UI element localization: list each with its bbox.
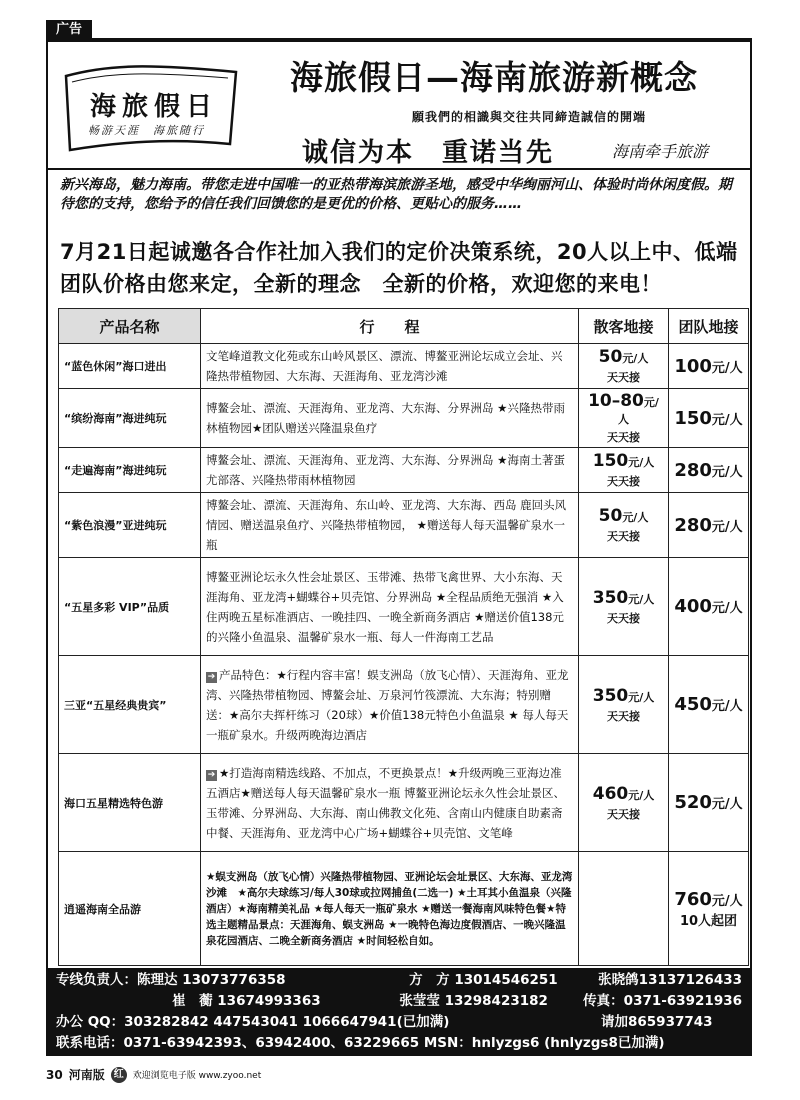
route-description bbox=[201, 493, 579, 558]
edition-label: 河南版 bbox=[68, 1068, 105, 1082]
arrow-right-icon: ➔ bbox=[207, 671, 216, 682]
group-price: 760 bbox=[674, 888, 712, 910]
retail-note: 天天接 bbox=[607, 709, 640, 723]
retail-price-cell bbox=[579, 389, 669, 448]
table-row bbox=[59, 344, 749, 389]
route-description bbox=[201, 558, 579, 656]
group-price: 450 bbox=[674, 694, 712, 715]
group-extra: 10人起团 bbox=[679, 913, 738, 929]
retail-price-cell bbox=[579, 656, 669, 754]
group-unit: 元/人 bbox=[711, 699, 743, 714]
page-footer bbox=[46, 1066, 261, 1083]
table-row bbox=[59, 852, 749, 966]
product-name: “紫色浪漫”亚进纯玩 bbox=[59, 493, 201, 558]
retail-price: 10–80 bbox=[588, 391, 644, 411]
group-unit: 元/人 bbox=[711, 412, 743, 428]
group-price-cell bbox=[669, 754, 749, 852]
retail-unit: 元/人 bbox=[628, 456, 655, 469]
route-text: 博鳌会址、漂流、天涯海角、亚龙湾、大东海、分界洲岛 ★海南土著蛋尤部落、兴隆热带雨林植物园 bbox=[206, 453, 565, 487]
group-price: 520 bbox=[674, 792, 712, 813]
retail-price: 350 bbox=[592, 587, 629, 608]
contact-item: 张莹莹 13298423182 bbox=[399, 993, 548, 1009]
group-price-cell bbox=[669, 493, 749, 558]
retail-unit: 元/人 bbox=[628, 690, 655, 704]
contact-line-1 bbox=[56, 970, 742, 991]
retail-price-cell bbox=[579, 344, 669, 389]
group-price: 280 bbox=[674, 514, 712, 536]
contact-band bbox=[46, 968, 752, 1056]
group-price-cell bbox=[669, 852, 749, 966]
contact-item: 联系电话：0371-63942393、63942400、63229665 MSN：hnlyzgs6 (hnlyzgs8已加满) bbox=[56, 1035, 665, 1051]
contact-item: 传真：0371-63921936 bbox=[583, 993, 742, 1009]
retail-price: 460 bbox=[592, 783, 629, 804]
flag-title: 海旅假日 bbox=[90, 92, 219, 122]
contact-line-2 bbox=[56, 991, 742, 1012]
contact-item: 崔 蘅 13674993363 bbox=[172, 993, 321, 1009]
table-row bbox=[59, 389, 749, 448]
product-name: 海口五星精选特色游 bbox=[59, 754, 201, 852]
group-price-cell bbox=[669, 656, 749, 754]
route-description bbox=[201, 344, 579, 389]
retail-note: 天天接 bbox=[607, 431, 640, 444]
retail-unit: 元/人 bbox=[618, 396, 659, 426]
route-text: 博鳌亚洲论坛永久性会址景区、玉带滩、热带飞禽世界、大小东海、天涯海角、亚龙湾+蝴蝶谷+贝壳馆、分界洲岛 ★全程品质绝无强消 ★入住两晚五星标准酒店、一晚挂四、一晚全新商务酒店 ★赠送价值138元的兴隆小鱼温泉、温馨矿泉水一瓶、每人一件海南工艺品 bbox=[206, 569, 564, 644]
contact-line-4 bbox=[56, 1033, 742, 1054]
header-group: 团队地接 bbox=[669, 309, 749, 344]
group-unit: 元/人 bbox=[711, 519, 743, 535]
route-description bbox=[201, 656, 579, 754]
route-text: ★蜈支洲岛（放飞心情）兴隆热带植物园、亚洲论坛会址景区、大东海、亚龙湾沙滩 ★高尔夫球练习/每人30球或拉网捕鱼(二选一) ★土耳其小鱼温泉（兴隆酒店）★海南精美礼品 ★每人每天一瓶矿泉水 ★赠送一餐海南风味特色餐★特选主题精品景点：天涯海角、蜈支洲岛 ★一晚特色海边度假酒店、一晚兴隆温泉花园酒店、二晚全新商务酒店 ★时间轻松自如。 bbox=[206, 870, 573, 947]
motto: 诚信为本 重诺当先 bbox=[302, 138, 555, 168]
arrow-right-icon: ➔ bbox=[207, 769, 216, 780]
header-product-name: 产品名称 bbox=[59, 309, 201, 344]
retail-unit: 元/人 bbox=[628, 592, 655, 606]
route-text: 博鳌会址、漂流、天涯海角、东山岭、亚龙湾、大东海、西岛 鹿回头风情园、赠送温泉鱼疗、兴隆热带植物园， ★赠送每人每天温馨矿泉水一瓶 bbox=[206, 498, 567, 552]
route-text: 博鳌会址、漂流、天涯海角、亚龙湾、大东海、分界洲岛 ★兴隆热带雨林植物园★团队赠送兴隆温泉鱼疗 bbox=[206, 401, 565, 435]
retail-price-cell bbox=[579, 493, 669, 558]
group-price: 150 bbox=[674, 407, 712, 429]
group-unit: 元/人 bbox=[711, 360, 743, 376]
product-name: “缤纷海南”海进纯玩 bbox=[59, 389, 201, 448]
group-price: 100 bbox=[674, 355, 712, 377]
table-row bbox=[59, 448, 749, 493]
retail-price: 50 bbox=[598, 506, 623, 526]
retail-note: 天天接 bbox=[607, 371, 640, 384]
page-number: 30 bbox=[46, 1067, 63, 1082]
group-unit: 元/人 bbox=[711, 601, 743, 616]
contact-line-3 bbox=[56, 1012, 742, 1033]
product-name: 三亚“五星经典贵宾” bbox=[59, 656, 201, 754]
table-row bbox=[59, 656, 749, 754]
contact-item: 方 方 13014546251 bbox=[409, 972, 558, 988]
header-route: 行 程 bbox=[201, 309, 579, 344]
main-title: 海旅假日—海南旅游新概念 bbox=[290, 58, 698, 97]
group-price-cell bbox=[669, 389, 749, 448]
subline: 願我們的相識與交往共同締造誠信的開端 bbox=[412, 110, 647, 124]
product-name: 逍遥海南全品游 bbox=[59, 852, 201, 966]
group-price-cell bbox=[669, 558, 749, 656]
route-description bbox=[201, 852, 579, 966]
retail-note: 天天接 bbox=[607, 611, 640, 625]
contact-item: 请加865937743 bbox=[601, 1014, 713, 1030]
pricing-table bbox=[58, 308, 749, 966]
route-description bbox=[201, 448, 579, 493]
route-text: 产品特色：★行程内容丰富！蜈支洲岛（放飞心情）、天涯海角、亚龙湾、兴隆热带植物园、博鳌会址、万泉河竹筏漂流、大东海；特别赠送：★高尔夫挥杆练习（20球）★价值138元特色小鱼温泉 ★ 每人每天一瓶矿泉水。升级两晚海边酒店 bbox=[206, 667, 569, 742]
retail-unit: 元/人 bbox=[628, 788, 655, 802]
contact-item: 张晓鸽13137126433 bbox=[598, 972, 742, 988]
contact-item: 专线负责人：陈理达 13073776358 bbox=[56, 972, 286, 988]
group-unit: 元/人 bbox=[711, 797, 743, 812]
retail-unit: 元/人 bbox=[622, 352, 649, 365]
retail-price-cell bbox=[579, 754, 669, 852]
product-name: “走遍海南”海进纯玩 bbox=[59, 448, 201, 493]
group-price-cell bbox=[669, 344, 749, 389]
header-retail: 散客地接 bbox=[579, 309, 669, 344]
retail-price-cell bbox=[579, 448, 669, 493]
product-name: “五星多彩 VIP”品质 bbox=[59, 558, 201, 656]
retail-note: 天天接 bbox=[607, 807, 640, 821]
flag-slogan: 畅游天涯 海旅随行 bbox=[88, 124, 205, 137]
retail-price: 350 bbox=[592, 685, 629, 706]
footer-note: 欢迎浏览电子版 www.zyoo.net bbox=[132, 1071, 262, 1081]
route-text: 文笔峰道教文化苑或东山岭风景区、漂流、博鳌亚洲论坛成立会址、兴隆热带植物园、大东海、天涯海角、亚龙湾沙滩 bbox=[206, 349, 563, 383]
retail-price: 50 bbox=[598, 347, 623, 367]
retail-note: 天天接 bbox=[607, 530, 640, 543]
announcement: 7月21日起诚邀各合作社加入我们的定价决策系统，20人以上中、低端团队价格由您来定，全新的理念 全新的价格，欢迎您的来电！ bbox=[60, 240, 738, 296]
header-divider bbox=[46, 168, 752, 170]
retail-price-cell bbox=[579, 558, 669, 656]
agency-name: 海南牵手旅游 bbox=[612, 142, 709, 161]
route-text: ★打造海南精选线路、不加点，不更换景点！★升级两晚三亚海边准五酒店★赠送每人每天温馨矿泉水一瓶 博鳌亚洲论坛永久性会址景区、玉带滩、分界洲岛、大东海、南山佛教文化苑、含南山内健康自助素斋中餐、天涯海角、亚龙湾中心广场+蝴蝶谷+贝壳馆、文笔峰 bbox=[206, 765, 565, 840]
group-price: 400 bbox=[674, 596, 712, 617]
retail-price-cell bbox=[579, 852, 669, 966]
retail-note: 天天接 bbox=[607, 475, 640, 488]
retail-price: 150 bbox=[592, 451, 629, 471]
route-description bbox=[201, 754, 579, 852]
product-name: “蓝色休闲”海口进出 bbox=[59, 344, 201, 389]
ad-tag: 广告 bbox=[46, 20, 92, 40]
group-unit: 元/人 bbox=[711, 893, 743, 909]
retail-unit: 元/人 bbox=[622, 511, 649, 524]
group-unit: 元/人 bbox=[711, 464, 743, 480]
contact-item: 办公 QQ：303282842 447543041 1066647941(已加满) bbox=[56, 1014, 450, 1030]
table-row bbox=[59, 493, 749, 558]
table-row bbox=[59, 754, 749, 852]
table-row bbox=[59, 558, 749, 656]
group-price: 280 bbox=[674, 459, 712, 481]
table-header-row bbox=[59, 309, 749, 344]
intro-text: 新兴海岛，魅力海南。带您走进中国唯一的亚热带海滨旅游圣地，感受中华绚丽河山、体验时尚休闲度假。期待您的支持，您给予的信任我们回馈您的是更优的价格、更贴心的服务…… bbox=[60, 177, 732, 212]
group-price-cell bbox=[669, 448, 749, 493]
route-description bbox=[201, 389, 579, 448]
edition-badge-icon: 红 bbox=[111, 1067, 127, 1083]
